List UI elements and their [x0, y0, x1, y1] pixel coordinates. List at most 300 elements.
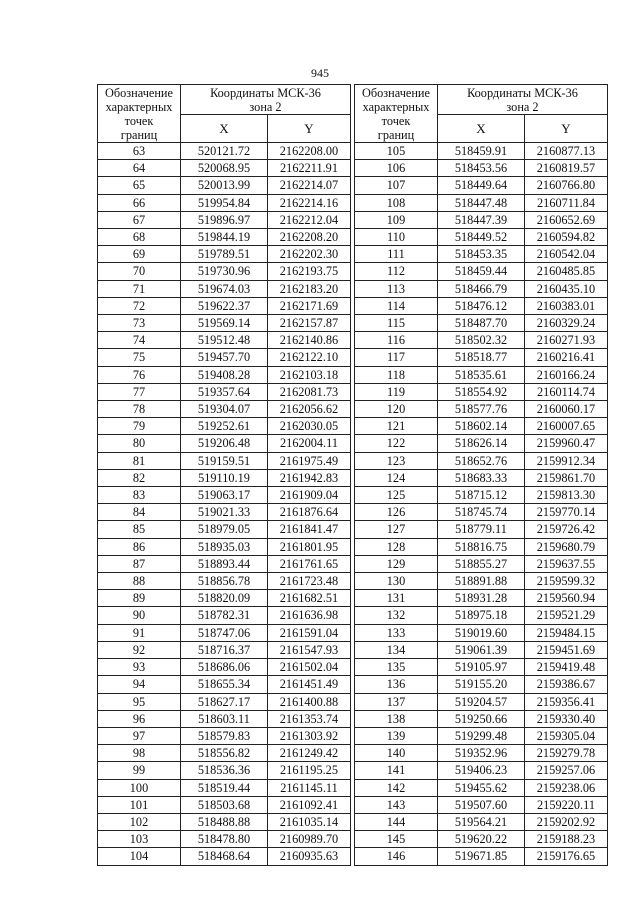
header-y: Y: [268, 115, 351, 143]
point-cell: 66: [98, 194, 181, 211]
point-cell: 93: [98, 659, 181, 676]
x-cell: 519204.57: [438, 693, 525, 710]
y-cell: 2160435.10: [525, 280, 608, 297]
y-cell: 2159330.40: [525, 710, 608, 727]
point-cell: 142: [355, 779, 438, 796]
y-cell: 2162030.05: [268, 418, 351, 435]
table-row: [98, 676, 351, 693]
table-row: [355, 607, 608, 624]
table-row: [355, 349, 608, 366]
x-cell: 518856.78: [181, 573, 268, 590]
table-row: [355, 813, 608, 830]
y-cell: 2161303.92: [268, 727, 351, 744]
point-cell: 139: [355, 727, 438, 744]
point-cell: 105: [355, 143, 438, 160]
y-cell: 2162193.75: [268, 263, 351, 280]
x-cell: 518447.48: [438, 194, 525, 211]
x-cell: 518478.80: [181, 831, 268, 848]
y-cell: 2159680.79: [525, 538, 608, 555]
table-row: [355, 710, 608, 727]
x-cell: 518449.52: [438, 229, 525, 246]
point-cell: 65: [98, 177, 181, 194]
x-cell: 518453.35: [438, 246, 525, 263]
point-cell: 99: [98, 762, 181, 779]
table-row: [98, 710, 351, 727]
table-row: [98, 315, 351, 332]
y-cell: 2161841.47: [268, 521, 351, 538]
point-cell: 76: [98, 366, 181, 383]
point-cell: 80: [98, 435, 181, 452]
x-cell: 519406.23: [438, 762, 525, 779]
point-cell: 126: [355, 504, 438, 521]
table-row: [98, 297, 351, 314]
table-row: [98, 366, 351, 383]
header-coordinates: Координаты МСК-36 зона 2: [181, 85, 351, 115]
point-cell: 88: [98, 573, 181, 590]
x-cell: 518935.03: [181, 538, 268, 555]
x-cell: 519730.96: [181, 263, 268, 280]
y-cell: 2161092.41: [268, 796, 351, 813]
y-cell: 2162208.20: [268, 229, 351, 246]
table-row: [98, 401, 351, 418]
y-cell: 2162171.69: [268, 297, 351, 314]
y-cell: 2159451.69: [525, 641, 608, 658]
y-cell: 2162081.73: [268, 383, 351, 400]
point-cell: 74: [98, 332, 181, 349]
table-row: [98, 435, 351, 452]
table-row: [98, 779, 351, 796]
x-cell: 520013.99: [181, 177, 268, 194]
table-row: [98, 796, 351, 813]
point-cell: 71: [98, 280, 181, 297]
x-cell: 518931.28: [438, 590, 525, 607]
x-cell: 518626.14: [438, 435, 525, 452]
x-cell: 518979.05: [181, 521, 268, 538]
point-cell: 64: [98, 160, 181, 177]
y-cell: 2161682.51: [268, 590, 351, 607]
point-cell: 75: [98, 349, 181, 366]
y-cell: 2160819.57: [525, 160, 608, 177]
x-cell: 518779.11: [438, 521, 525, 538]
x-cell: 518602.14: [438, 418, 525, 435]
x-cell: 518652.76: [438, 452, 525, 469]
point-cell: 107: [355, 177, 438, 194]
point-cell: 109: [355, 211, 438, 228]
point-cell: 103: [98, 831, 181, 848]
table-row: [98, 280, 351, 297]
y-cell: 2162122.10: [268, 349, 351, 366]
x-cell: 518554.92: [438, 383, 525, 400]
x-cell: 518466.79: [438, 280, 525, 297]
y-cell: 2160114.74: [525, 383, 608, 400]
y-cell: 2159202.92: [525, 813, 608, 830]
y-cell: 2159279.78: [525, 745, 608, 762]
coordinates-table-right: [354, 84, 608, 866]
x-cell: 518487.70: [438, 315, 525, 332]
point-cell: 96: [98, 710, 181, 727]
y-cell: 2159861.70: [525, 469, 608, 486]
point-cell: 112: [355, 263, 438, 280]
point-cell: 63: [98, 143, 181, 160]
x-cell: 518453.56: [438, 160, 525, 177]
y-cell: 2161801.95: [268, 538, 351, 555]
y-cell: 2162056.62: [268, 401, 351, 418]
x-cell: 519304.07: [181, 401, 268, 418]
point-cell: 134: [355, 641, 438, 658]
y-cell: 2161400.88: [268, 693, 351, 710]
point-cell: 114: [355, 297, 438, 314]
x-cell: 520068.95: [181, 160, 268, 177]
x-cell: 519512.48: [181, 332, 268, 349]
point-cell: 144: [355, 813, 438, 830]
y-cell: 2162214.07: [268, 177, 351, 194]
table-row: [98, 383, 351, 400]
x-cell: 518782.31: [181, 607, 268, 624]
point-cell: 136: [355, 676, 438, 693]
y-cell: 2161353.74: [268, 710, 351, 727]
point-cell: 108: [355, 194, 438, 211]
point-cell: 113: [355, 280, 438, 297]
table-row: [98, 469, 351, 486]
y-cell: 2162140.86: [268, 332, 351, 349]
y-cell: 2160766.80: [525, 177, 608, 194]
table-row: [355, 452, 608, 469]
x-cell: 519159.51: [181, 452, 268, 469]
table-row: [355, 727, 608, 744]
y-cell: 2161876.64: [268, 504, 351, 521]
y-cell: 2161591.04: [268, 624, 351, 641]
point-cell: 86: [98, 538, 181, 555]
point-cell: 87: [98, 555, 181, 572]
y-cell: 2160383.01: [525, 297, 608, 314]
point-cell: 146: [355, 848, 438, 865]
y-cell: 2159238.06: [525, 779, 608, 796]
x-cell: 518447.39: [438, 211, 525, 228]
x-cell: 518468.64: [181, 848, 268, 865]
point-cell: 85: [98, 521, 181, 538]
x-cell: 518577.76: [438, 401, 525, 418]
point-cell: 121: [355, 418, 438, 435]
x-cell: 519844.19: [181, 229, 268, 246]
y-cell: 2161249.42: [268, 745, 351, 762]
table-row: [98, 848, 351, 865]
y-cell: 2162214.16: [268, 194, 351, 211]
point-cell: 100: [98, 779, 181, 796]
y-cell: 2159176.65: [525, 848, 608, 865]
x-cell: 518518.77: [438, 349, 525, 366]
table-row: [355, 211, 608, 228]
y-cell: 2160877.13: [525, 143, 608, 160]
y-cell: 2160594.82: [525, 229, 608, 246]
point-cell: 77: [98, 383, 181, 400]
table-row: [98, 607, 351, 624]
y-cell: 2161909.04: [268, 487, 351, 504]
table-row: [355, 246, 608, 263]
x-cell: 518747.06: [181, 624, 268, 641]
point-cell: 90: [98, 607, 181, 624]
y-cell: 2161195.25: [268, 762, 351, 779]
x-cell: 519569.14: [181, 315, 268, 332]
x-cell: 518716.37: [181, 641, 268, 658]
point-cell: 104: [98, 848, 181, 865]
y-cell: 2159960.47: [525, 435, 608, 452]
table-row: [355, 779, 608, 796]
point-cell: 79: [98, 418, 181, 435]
x-cell: 518655.34: [181, 676, 268, 693]
point-cell: 95: [98, 693, 181, 710]
table-row: [98, 813, 351, 830]
table-row: [98, 641, 351, 658]
table-row: [98, 504, 351, 521]
point-cell: 145: [355, 831, 438, 848]
x-cell: 519299.48: [438, 727, 525, 744]
point-cell: 67: [98, 211, 181, 228]
x-cell: 518519.44: [181, 779, 268, 796]
header-x: X: [438, 115, 525, 143]
y-cell: 2159560.94: [525, 590, 608, 607]
table-row: [98, 332, 351, 349]
x-cell: 518745.74: [438, 504, 525, 521]
point-cell: 135: [355, 659, 438, 676]
y-cell: 2160216.41: [525, 349, 608, 366]
point-cell: 132: [355, 607, 438, 624]
y-cell: 2160989.70: [268, 831, 351, 848]
y-cell: 2162212.04: [268, 211, 351, 228]
point-cell: 83: [98, 487, 181, 504]
table-row: [355, 332, 608, 349]
table-row: [98, 745, 351, 762]
header-coordinates: Координаты МСК-36 зона 2: [438, 85, 608, 115]
table-row: [355, 538, 608, 555]
x-cell: 518556.82: [181, 745, 268, 762]
point-cell: 122: [355, 435, 438, 452]
point-cell: 110: [355, 229, 438, 246]
table-row: [98, 143, 351, 160]
x-cell: 519110.19: [181, 469, 268, 486]
table-row: [355, 280, 608, 297]
point-cell: 117: [355, 349, 438, 366]
coordinates-tables: [97, 84, 608, 866]
y-cell: 2161723.48: [268, 573, 351, 590]
table-row: [98, 590, 351, 607]
x-cell: 519063.17: [181, 487, 268, 504]
x-cell: 518891.88: [438, 573, 525, 590]
table-row: [98, 349, 351, 366]
point-cell: 128: [355, 538, 438, 555]
x-cell: 519564.21: [438, 813, 525, 830]
y-cell: 2160060.17: [525, 401, 608, 418]
table-row: [98, 538, 351, 555]
table-row: [355, 573, 608, 590]
table-row: [355, 641, 608, 658]
x-cell: 518488.88: [181, 813, 268, 830]
point-cell: 140: [355, 745, 438, 762]
y-cell: 2161636.98: [268, 607, 351, 624]
header-designation: Обозначение характерных точек границ: [98, 85, 181, 143]
y-cell: 2162103.18: [268, 366, 351, 383]
point-cell: 97: [98, 727, 181, 744]
x-cell: 519252.61: [181, 418, 268, 435]
x-cell: 518855.27: [438, 555, 525, 572]
point-cell: 127: [355, 521, 438, 538]
point-cell: 106: [355, 160, 438, 177]
table-row: [355, 194, 608, 211]
x-cell: 519021.33: [181, 504, 268, 521]
x-cell: 518683.33: [438, 469, 525, 486]
y-cell: 2161451.49: [268, 676, 351, 693]
point-cell: 73: [98, 315, 181, 332]
table-row: [355, 263, 608, 280]
x-cell: 519408.28: [181, 366, 268, 383]
table-row: [98, 573, 351, 590]
point-cell: 81: [98, 452, 181, 469]
y-cell: 2161145.11: [268, 779, 351, 796]
y-cell: 2160935.63: [268, 848, 351, 865]
y-cell: 2159220.11: [525, 796, 608, 813]
point-cell: 70: [98, 263, 181, 280]
table-row: [98, 418, 351, 435]
table-row: [355, 366, 608, 383]
y-cell: 2160542.04: [525, 246, 608, 263]
x-cell: 518535.61: [438, 366, 525, 383]
x-cell: 519155.20: [438, 676, 525, 693]
header-y: Y: [525, 115, 608, 143]
y-cell: 2162202.30: [268, 246, 351, 263]
table-row: [355, 435, 608, 452]
table-row: [355, 676, 608, 693]
y-cell: 2159188.23: [525, 831, 608, 848]
point-cell: 84: [98, 504, 181, 521]
y-cell: 2159726.42: [525, 521, 608, 538]
table-row: [98, 211, 351, 228]
table-row: [355, 160, 608, 177]
x-cell: 519206.48: [181, 435, 268, 452]
point-cell: 131: [355, 590, 438, 607]
x-cell: 519896.97: [181, 211, 268, 228]
table-row: [355, 315, 608, 332]
y-cell: 2160271.93: [525, 332, 608, 349]
table-row: [98, 160, 351, 177]
y-cell: 2161502.04: [268, 659, 351, 676]
point-cell: 111: [355, 246, 438, 263]
y-cell: 2161942.83: [268, 469, 351, 486]
table-row: [355, 177, 608, 194]
point-cell: 92: [98, 641, 181, 658]
x-cell: 519061.39: [438, 641, 525, 658]
point-cell: 89: [98, 590, 181, 607]
point-cell: 133: [355, 624, 438, 641]
point-cell: 120: [355, 401, 438, 418]
point-cell: 137: [355, 693, 438, 710]
table-row: [355, 383, 608, 400]
table-row: [355, 555, 608, 572]
point-cell: 116: [355, 332, 438, 349]
x-cell: 518603.11: [181, 710, 268, 727]
y-cell: 2159521.29: [525, 607, 608, 624]
x-cell: 519789.51: [181, 246, 268, 263]
table-row: [98, 831, 351, 848]
table-row: [98, 727, 351, 744]
y-cell: 2159356.41: [525, 693, 608, 710]
table-row: [355, 590, 608, 607]
x-cell: 519357.64: [181, 383, 268, 400]
table-row: [355, 831, 608, 848]
x-cell: 518975.18: [438, 607, 525, 624]
point-cell: 72: [98, 297, 181, 314]
y-cell: 2160711.84: [525, 194, 608, 211]
y-cell: 2161975.49: [268, 452, 351, 469]
point-cell: 123: [355, 452, 438, 469]
y-cell: 2160485.85: [525, 263, 608, 280]
table-row: [355, 418, 608, 435]
x-cell: 518449.64: [438, 177, 525, 194]
y-cell: 2159599.32: [525, 573, 608, 590]
point-cell: 94: [98, 676, 181, 693]
y-cell: 2159257.06: [525, 762, 608, 779]
table-row: [355, 469, 608, 486]
x-cell: 519507.60: [438, 796, 525, 813]
point-cell: 91: [98, 624, 181, 641]
x-cell: 519019.60: [438, 624, 525, 641]
point-cell: 78: [98, 401, 181, 418]
y-cell: 2161547.93: [268, 641, 351, 658]
table-row: [98, 624, 351, 641]
point-cell: 68: [98, 229, 181, 246]
y-cell: 2160329.24: [525, 315, 608, 332]
point-cell: 130: [355, 573, 438, 590]
x-cell: 518715.12: [438, 487, 525, 504]
x-cell: 519352.96: [438, 745, 525, 762]
y-cell: 2162208.00: [268, 143, 351, 160]
x-cell: 519954.84: [181, 194, 268, 211]
x-cell: 519622.37: [181, 297, 268, 314]
x-cell: 518536.36: [181, 762, 268, 779]
table-row: [355, 229, 608, 246]
table-row: [98, 194, 351, 211]
point-cell: 129: [355, 555, 438, 572]
table-row: [355, 745, 608, 762]
x-cell: 519620.22: [438, 831, 525, 848]
x-cell: 518503.68: [181, 796, 268, 813]
table-row: [355, 504, 608, 521]
table-row: [98, 521, 351, 538]
x-cell: 518820.09: [181, 590, 268, 607]
header-designation: Обозначение характерных точек границ: [355, 85, 438, 143]
x-cell: 520121.72: [181, 143, 268, 160]
x-cell: 518459.91: [438, 143, 525, 160]
table-row: [355, 401, 608, 418]
coordinates-table-left: [97, 84, 351, 866]
table-row: [98, 177, 351, 194]
y-cell: 2162183.20: [268, 280, 351, 297]
x-cell: 519250.66: [438, 710, 525, 727]
point-cell: 98: [98, 745, 181, 762]
point-cell: 118: [355, 366, 438, 383]
y-cell: 2162211.91: [268, 160, 351, 177]
y-cell: 2159637.55: [525, 555, 608, 572]
header-x: X: [181, 115, 268, 143]
y-cell: 2162157.87: [268, 315, 351, 332]
point-cell: 101: [98, 796, 181, 813]
point-cell: 102: [98, 813, 181, 830]
y-cell: 2160007.65: [525, 418, 608, 435]
point-cell: 141: [355, 762, 438, 779]
table-row: [98, 229, 351, 246]
point-cell: 69: [98, 246, 181, 263]
x-cell: 518579.83: [181, 727, 268, 744]
y-cell: 2160652.69: [525, 211, 608, 228]
point-cell: 143: [355, 796, 438, 813]
